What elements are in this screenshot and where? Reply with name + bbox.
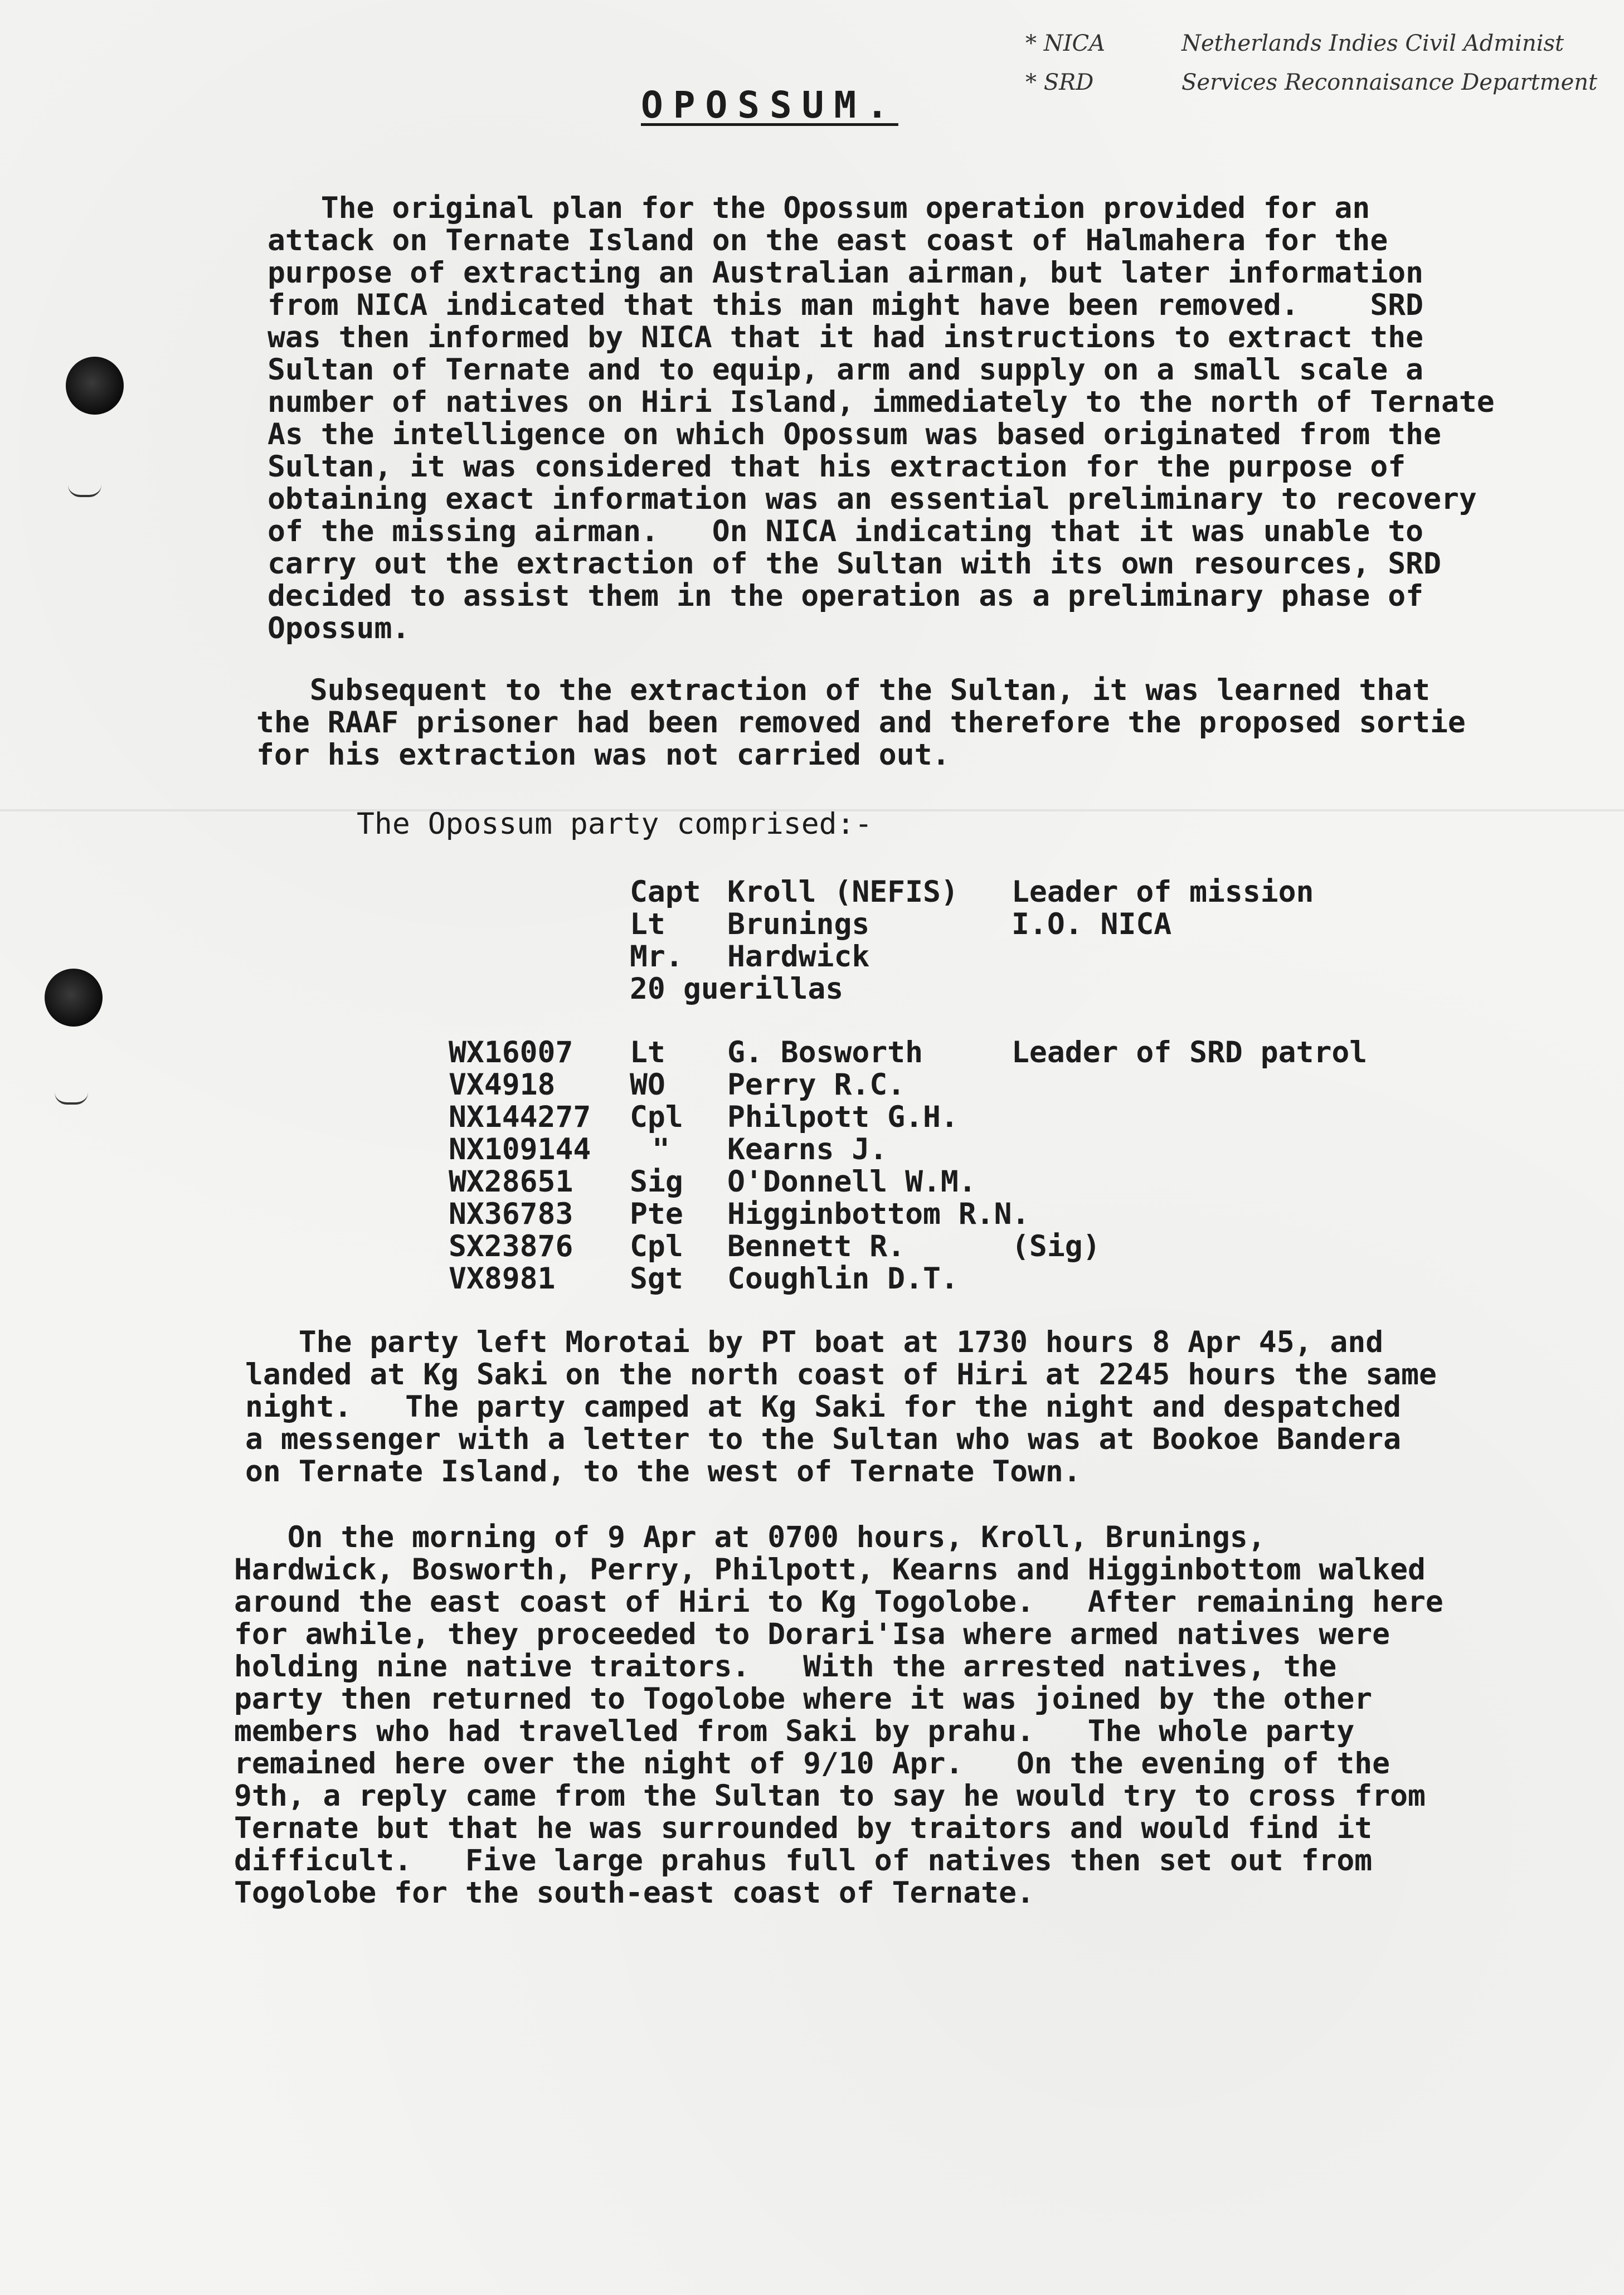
rank: Lt [630,1035,665,1069]
text-line: night. The party camped at Kg Saki for the night and despatched [245,1390,1402,1424]
text-line: number of natives on Hiri Island, immediately to the north of Ternate [268,385,1495,419]
rank: Sig [630,1165,683,1199]
rank: Capt [630,875,701,909]
party-intro: The Opossum party comprised:- [357,807,873,841]
text-line: from NICA indicated that this man might have been removed. SRD [268,288,1424,322]
handwritten-annotation [1025,31,1564,56]
paragraph-departure [245,1326,1437,1488]
service-number: WX28651 [449,1165,573,1199]
text-line: Togolobe for the south-east coast of Ternate. [234,1876,1034,1910]
text-line: difficult. Five large prahus full of natives then set out from [234,1844,1373,1878]
text-line: for awhile, they proceeded to Dorari'Isa where armed natives were [234,1617,1390,1651]
text-line: obtaining exact information was an essential preliminary to recovery [268,482,1477,516]
rank: Mr. [630,940,683,974]
text-line: Opossum. [268,611,410,645]
text-line: On the morning of 9 Apr at 0700 hours, Kroll, Brunings, [234,1520,1266,1554]
text-line: landed at Kg Saki on the north coast of Hiri at 2245 hours the same [245,1358,1437,1392]
text-line: members who had travelled from Saki by prahu. The whole party [234,1714,1355,1748]
service-number: NX36783 [449,1197,573,1231]
member-name: Kearns J. [727,1132,888,1166]
service-number: NX109144 [449,1132,591,1166]
rank: Pte [630,1197,683,1231]
text-line: a messenger with a letter to the Sultan who was at Bookoe Bandera [245,1422,1402,1456]
rank: Lt [630,907,665,941]
service-number: NX144277 [449,1100,591,1134]
service-number: VX8981 [449,1262,556,1296]
text-line: 9th, a reply came from the Sultan to say he would try to cross from [234,1779,1426,1813]
annotation-mark: * SRD [1025,70,1094,95]
handwritten-annotation [1025,70,1597,95]
text-line: The party left Morotai by PT boat at 1730 hours 8 Apr 45, and [245,1325,1384,1359]
member-name: G. Bosworth [727,1035,923,1069]
rank: " [652,1132,670,1166]
member-note: (Sig) [1012,1229,1101,1263]
text-line: Subsequent to the extraction of the Sultan, it was learned that [256,673,1430,707]
text-line: As the intelligence on which Opossum was based originated from the [268,417,1441,451]
text-line: party then returned to Togolobe where it was joined by the other [234,1682,1373,1716]
member-note: Leader of SRD patrol [1012,1035,1368,1069]
member-name: guerillas [683,972,844,1006]
text-line: for his extraction was not carried out. [256,738,950,772]
text-line: Hardwick, Bosworth, Perry, Philpott, Kearns and Higginbottom walked [234,1553,1426,1587]
member-role: I.O. NICA [1012,907,1172,941]
service-number: SX23876 [449,1229,573,1263]
text-line: remained here over the night of 9/10 Apr. On the evening of the [234,1747,1390,1781]
text-line: holding nine native traitors. With the arrested natives, the [234,1650,1337,1684]
text-line: the RAAF prisoner had been removed and therefore the proposed sortie [256,706,1466,740]
annotation-meaning: Netherlands Indies Civil Administ [1181,31,1564,56]
member-name: Philpott G.H. [727,1100,959,1134]
rank: WO [630,1068,665,1102]
margin-mark [68,485,101,497]
document-title: OPOSSUM. [641,84,898,127]
text-line: on Ternate Island, to the west of Ternate Town. [245,1455,1081,1489]
paragraph-subsequent [256,674,1466,771]
text-line: attack on Ternate Island on the east coast of Halmahera for the [268,223,1388,257]
member-role: Leader of mission [1012,875,1314,909]
text-line: Ternate but that he was surrounded by traitors and would find it [234,1811,1373,1845]
text-line: was then informed by NICA that it had instructions to extract the [268,320,1424,354]
text-line: of the missing airman. On NICA indicating that it was unable to [268,514,1424,548]
text-line: purpose of extracting an Australian airman, but later information [268,256,1424,290]
member-name: Kroll (NEFIS) [727,875,959,909]
margin-mark [55,1092,88,1105]
punch-hole [66,357,124,415]
text-line: carry out the extraction of the Sultan with its own resources, SRD [268,547,1441,581]
service-number: VX4918 [449,1068,556,1102]
member-name: O'Donnell W.M. [727,1165,976,1199]
member-name: Brunings [727,907,870,941]
text-line: Sultan of Ternate and to equip, arm and supply on a small scale a [268,353,1424,387]
rank: Cpl [630,1229,683,1263]
rank: Cpl [630,1100,683,1134]
rank: Sgt [630,1262,683,1296]
member-name: Higginbottom R.N. [727,1197,1030,1231]
text-line: Sultan, it was considered that his extraction for the purpose of [268,450,1406,484]
member-name: Bennett R. [727,1229,906,1263]
member-name: Perry R.C. [727,1068,906,1102]
text-line: around the east coast of Hiri to Kg Togolobe. After remaining here [234,1585,1443,1619]
paragraph-plan [268,192,1495,645]
text-line: decided to assist them in the operation as a preliminary phase of [268,579,1424,613]
member-name: Coughlin D.T. [727,1262,959,1296]
annotation-meaning: Services Reconnaisance Department [1181,70,1598,95]
service-number: WX16007 [449,1035,573,1069]
rank: 20 [630,972,665,1006]
annotation-mark: * NICA [1025,31,1106,56]
punch-hole [45,969,103,1027]
text-line: The original plan for the Opossum operation provided for an [268,191,1370,225]
paragraph-morning [234,1521,1443,1909]
member-name: Hardwick [727,940,870,974]
